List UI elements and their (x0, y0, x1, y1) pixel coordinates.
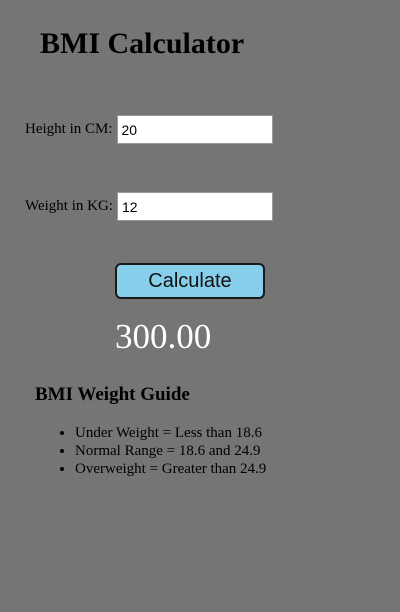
guide-list (35, 424, 266, 478)
weight-input[interactable] (117, 192, 273, 221)
guide-item-overweight: • Overweight = Greater than 24.9 (75, 460, 266, 478)
guide-item-normal: • Normal Range = 18.6 and 24.9 (75, 442, 266, 460)
weight-row (25, 192, 273, 221)
guide-item-underweight: • Under Weight = Less than 18.6 (75, 424, 266, 442)
weight-label: Weight in KG: (25, 198, 113, 214)
calculate-button[interactable]: Calculate (115, 263, 265, 299)
guide-title: BMI Weight Guide (35, 384, 190, 405)
bmi-result: 300.00 (115, 317, 212, 356)
page-title: BMI Calculator (40, 27, 245, 60)
height-row (25, 115, 273, 144)
height-input[interactable] (117, 115, 273, 144)
height-label: Height in CM: (25, 121, 113, 137)
